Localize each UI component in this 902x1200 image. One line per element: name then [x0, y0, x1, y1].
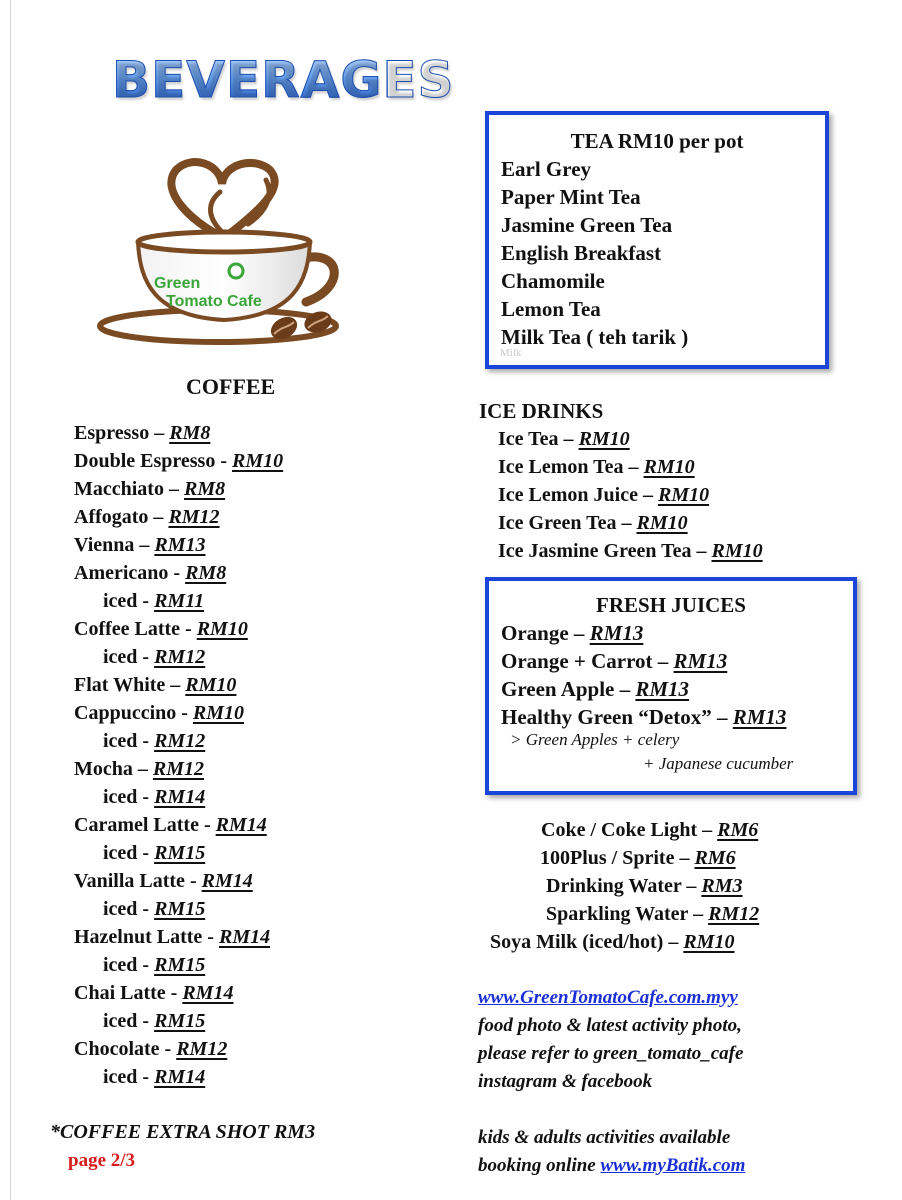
coffee-heading: COFFEE — [186, 374, 276, 399]
tea-faint-note: Milk — [500, 347, 522, 359]
booking-link[interactable]: www.myBatik.com — [600, 1155, 746, 1176]
juice-item-label: Orange + Carrot – — [501, 649, 674, 673]
coffee-item-label: Macchiato – — [74, 478, 184, 500]
fresh-juices-heading: FRESH JUICES — [596, 593, 746, 617]
coffee-item-price: RM8 — [185, 562, 227, 584]
ice-drink-item-price: RM10 — [578, 428, 630, 450]
soft-drink-item-price: RM10 — [683, 931, 735, 953]
extra-shot-note: *COFFEE EXTRA SHOT RM3 — [50, 1121, 316, 1143]
coffee-item-price: RM12 — [168, 506, 220, 528]
tea-item: Paper Mint Tea — [501, 185, 641, 209]
coffee-item-label: iced - — [103, 954, 155, 976]
juice-item-price: RM13 — [589, 621, 644, 645]
coffee-item — [74, 419, 283, 447]
coffee-item — [74, 587, 283, 615]
soft-drink-item — [490, 928, 759, 956]
booking-label: booking online — [478, 1155, 601, 1176]
coffee-item-label: Cappuccino - — [74, 702, 193, 724]
soft-drink-item-label: 100Plus / Sprite – — [540, 847, 695, 869]
ice-drink-item-label: Ice Green Tea – — [498, 512, 637, 534]
coffee-item — [74, 475, 283, 503]
ice-drink-item-label: Ice Lemon Tea – — [498, 456, 644, 478]
logo-text-green: Green — [154, 275, 201, 292]
footer-line-2: food photo & latest activity photo, — [478, 1015, 742, 1036]
coffee-item-price: RM12 — [154, 730, 206, 752]
coffee-item-price: RM12 — [152, 758, 205, 780]
coffee-item-price: RM12 — [176, 1038, 228, 1060]
soft-drink-item-price: RM6 — [694, 847, 736, 869]
page-number: page 2/3 — [68, 1150, 136, 1171]
coffee-item-label: Chocolate - — [74, 1038, 177, 1060]
tea-item: Earl Grey — [501, 157, 592, 181]
page-edge-divider — [10, 0, 11, 1200]
coffee-item-price: RM13 — [154, 534, 206, 556]
soft-drink-item — [490, 872, 759, 900]
coffee-item-label: iced - — [103, 898, 155, 920]
coffee-item — [74, 755, 283, 783]
footer-line-5: kids & adults activities available — [478, 1127, 731, 1148]
coffee-item-label: Mocha – — [74, 758, 153, 780]
soft-drink-item — [490, 816, 759, 844]
ice-drink-item-price: RM10 — [643, 456, 695, 478]
footer-line-3: please refer to green_tomato_cafe — [478, 1043, 744, 1064]
footer-line-4: instagram & facebook — [478, 1071, 653, 1092]
coffee-item — [74, 643, 283, 671]
detox-note-line-2: + Japanese cucumber — [643, 754, 794, 773]
fresh-juices-list — [501, 619, 841, 731]
coffee-item-price: RM10 — [196, 618, 248, 640]
coffee-item-label: Americano - — [74, 562, 186, 584]
soft-drink-item-label: Drinking Water – — [546, 875, 702, 897]
coffee-item-label: Chai Latte - — [74, 982, 183, 1004]
juice-item — [501, 647, 841, 675]
coffee-item-price: RM10 — [192, 702, 245, 724]
coffee-item — [74, 951, 283, 979]
coffee-item — [74, 1007, 283, 1035]
soft-drinks-list — [490, 816, 759, 956]
juice-item — [501, 703, 841, 731]
ice-drink-item-label: Ice Tea – — [498, 428, 579, 450]
coffee-item-label: iced - — [103, 730, 155, 752]
ice-drink-item — [498, 481, 763, 509]
juice-item — [501, 675, 841, 703]
ice-drink-item-label: Ice Jasmine Green Tea – — [498, 540, 712, 562]
detox-note-line-1: > Green Apples + celery — [510, 730, 680, 749]
coffee-item — [74, 811, 283, 839]
soft-drink-item — [490, 900, 759, 928]
coffee-item — [74, 447, 283, 475]
soft-drink-item-price: RM12 — [708, 903, 760, 925]
soft-drink-item-price: RM6 — [717, 819, 759, 841]
ice-drink-item-price: RM10 — [636, 512, 688, 534]
coffee-item — [74, 531, 283, 559]
coffee-item-price: RM8 — [169, 422, 211, 444]
coffee-item-label: Vanilla Latte - — [74, 870, 202, 892]
coffee-item-price: RM14 — [182, 982, 234, 1004]
juice-item-price: RM13 — [635, 677, 690, 701]
coffee-item-label: iced - — [103, 786, 155, 808]
coffee-item — [74, 1035, 283, 1063]
coffee-item-label: Coffee Latte - — [74, 618, 197, 640]
coffee-item-price: RM15 — [154, 1010, 206, 1032]
coffee-item-price: RM14 — [154, 786, 206, 808]
coffee-item — [74, 559, 283, 587]
juice-item-price: RM13 — [732, 705, 787, 729]
coffee-list — [74, 419, 283, 1091]
coffee-item — [74, 783, 283, 811]
soft-drink-item — [490, 844, 759, 872]
footer-line-6 — [478, 1152, 745, 1180]
ice-drink-item — [498, 425, 763, 453]
coffee-item-price: RM15 — [154, 954, 206, 976]
soft-drink-item-label: Soya Milk (iced/hot) – — [490, 931, 684, 953]
coffee-item — [74, 979, 283, 1007]
website-link[interactable]: www.GreenTomatoCafe.com.myy — [478, 987, 738, 1008]
tea-item: Milk Tea ( teh tarik ) — [501, 325, 689, 349]
coffee-item — [74, 727, 283, 755]
coffee-item-price: RM10 — [185, 674, 237, 696]
coffee-item-label: Caramel Latte - — [74, 814, 216, 836]
coffee-item-price: RM14 — [154, 1066, 206, 1088]
tea-list — [501, 155, 813, 351]
coffee-item-price: RM10 — [232, 450, 284, 472]
ice-drink-item-label: Ice Lemon Juice – — [498, 484, 658, 506]
coffee-cup-icon — [96, 150, 356, 350]
coffee-item — [74, 1063, 283, 1091]
juice-item-label: Green Apple – — [501, 677, 636, 701]
coffee-item-label: iced - — [103, 842, 155, 864]
soft-drink-item-price: RM3 — [701, 875, 743, 897]
coffee-item-label: Flat White – — [74, 674, 186, 696]
page-title: BEVERAGES — [112, 48, 388, 112]
coffee-item — [74, 895, 283, 923]
coffee-item-price: RM8 — [183, 478, 226, 500]
coffee-item-label: Double Espresso - — [74, 450, 232, 472]
coffee-item-price: RM11 — [154, 590, 205, 612]
coffee-item-label: Hazelnut Latte - — [74, 926, 219, 948]
soft-drink-item-label: Sparkling Water – — [546, 903, 709, 925]
juice-item-label: Orange – — [501, 621, 590, 645]
ice-drinks-heading: ICE DRINKS — [479, 399, 604, 423]
juice-item-price: RM13 — [673, 649, 728, 673]
tea-box — [485, 111, 829, 369]
coffee-item-price: RM14 — [215, 814, 267, 836]
coffee-item — [74, 671, 283, 699]
coffee-item — [74, 615, 283, 643]
ice-drink-item-price: RM10 — [711, 540, 763, 562]
soft-drink-item-label: Coke / Coke Light – — [541, 819, 718, 841]
coffee-item — [74, 503, 283, 531]
coffee-item-price: RM15 — [154, 842, 206, 864]
ice-drink-item-price: RM10 — [657, 484, 710, 506]
coffee-item-price: RM12 — [154, 646, 206, 668]
coffee-item-label: iced - — [103, 590, 155, 612]
coffee-item-label: Espresso – — [74, 422, 170, 444]
juice-item — [501, 619, 841, 647]
ice-drink-item — [498, 453, 763, 481]
ice-drink-item — [498, 537, 763, 565]
cafe-logo — [96, 150, 356, 350]
coffee-item — [74, 867, 283, 895]
coffee-item-label: iced - — [103, 646, 155, 668]
coffee-item-price: RM15 — [154, 898, 206, 920]
logo-text-tomato-cafe: Tomato Cafe — [166, 293, 262, 310]
tea-item: Lemon Tea — [501, 297, 601, 321]
coffee-item — [74, 699, 283, 727]
tea-item: English Breakfast — [501, 241, 662, 265]
coffee-item — [74, 839, 283, 867]
tea-heading: TEA RM10 per pot — [570, 129, 744, 153]
tea-item: Jasmine Green Tea — [501, 213, 673, 237]
coffee-item-label: Vienna – — [74, 534, 155, 556]
ice-drinks-list — [498, 425, 763, 565]
coffee-item-label: iced - — [103, 1066, 155, 1088]
coffee-item-price: RM14 — [218, 926, 271, 948]
tea-item: Chamomile — [501, 269, 605, 293]
coffee-item-label: iced - — [103, 1010, 155, 1032]
ice-drink-item — [498, 509, 763, 537]
juice-item-label: Healthy Green “Detox” – — [501, 705, 733, 729]
coffee-item — [74, 923, 283, 951]
coffee-item-label: Affogato – — [74, 506, 169, 528]
coffee-item-price: RM14 — [201, 870, 253, 892]
